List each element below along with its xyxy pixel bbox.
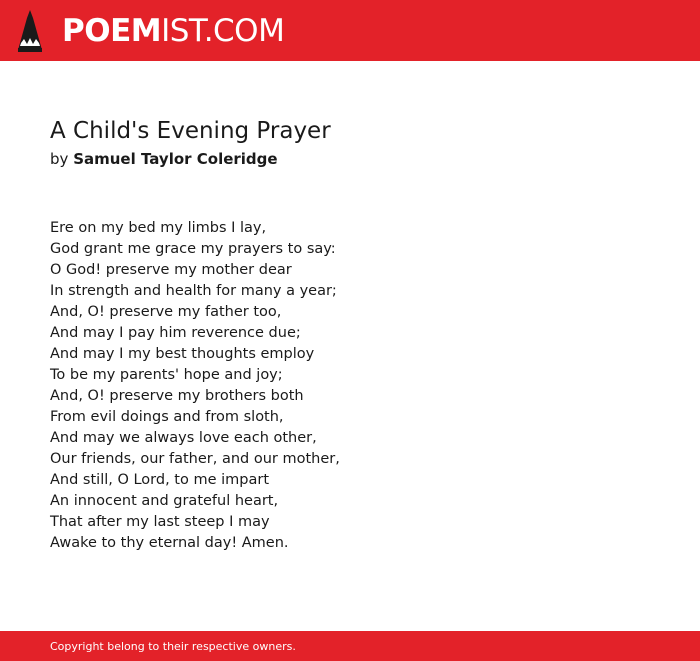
logo-text-light: IST.COM: [161, 13, 285, 49]
poem-line: Our friends, our father, and our mother,: [50, 451, 340, 467]
poem-line: And may I my best thoughts employ: [50, 346, 315, 362]
poem-line: And still, O Lord, to me impart: [50, 472, 270, 488]
poem-title: A Child's Evening Prayer: [50, 118, 331, 144]
byline-prefix: by: [50, 150, 69, 168]
logo-text-bold: POEM: [62, 13, 162, 49]
site-header: [0, 0, 700, 61]
byline: [50, 148, 278, 170]
poem-line: To be my parents' hope and joy;: [50, 367, 283, 383]
poem-line: And may I pay him reverence due;: [50, 325, 301, 341]
poem-line: God grant me grace my prayers to say:: [50, 241, 336, 257]
poem-line: And, O! preserve my father too,: [50, 304, 282, 320]
poem-line: O God! preserve my mother dear: [50, 262, 292, 278]
site-logo[interactable]: [62, 12, 284, 50]
poem-line: Awake to thy eternal day! Amen.: [50, 535, 289, 551]
site-footer: [0, 631, 700, 661]
copyright-text: Copyright belong to their respective owners.: [50, 640, 296, 653]
poem-line: Ere on my bed my limbs I lay,: [50, 220, 267, 236]
poem-line: An innocent and grateful heart,: [50, 493, 279, 509]
poem-line: In strength and health for many a year;: [50, 283, 337, 299]
poem-line: That after my last steep I may: [50, 514, 270, 530]
author-name: Samuel Taylor Coleridge: [73, 150, 278, 168]
poem-line: And may we always love each other,: [50, 430, 317, 446]
pencil-logo-icon[interactable]: [18, 10, 42, 52]
poem-line: And, O! preserve my brothers both: [50, 388, 304, 404]
poem-line: From evil doings and from sloth,: [50, 409, 284, 425]
poem-body: [50, 218, 340, 554]
